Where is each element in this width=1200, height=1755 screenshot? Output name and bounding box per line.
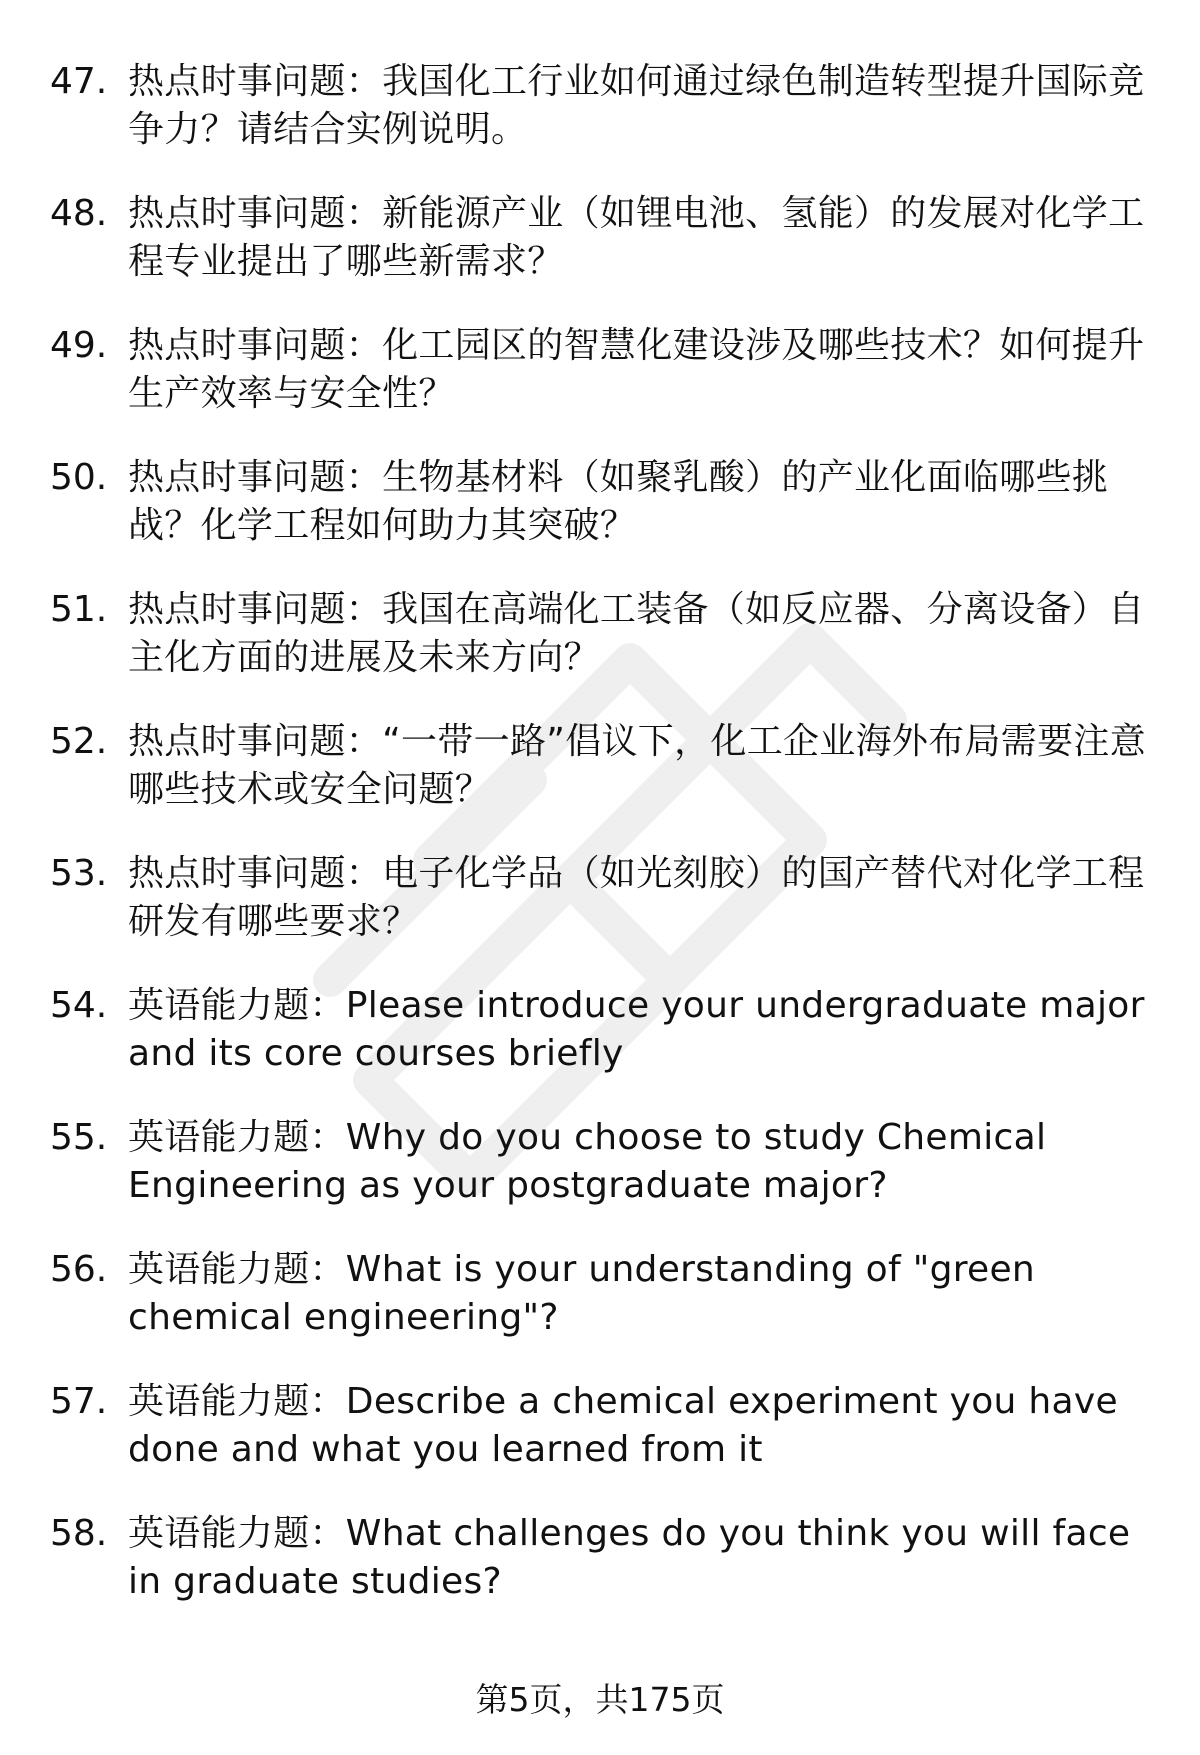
question-text: 热点时事问题：我国在高端化工装备（如反应器、分离设备）自主化方面的进展及未来方向？ — [128, 589, 1145, 678]
question-text: 热点时事问题：电子化学品（如光刻胶）的国产替代对化学工程研发有哪些要求？ — [128, 853, 1145, 942]
question-text: 热点时事问题：“一带一路”倡议下，化工企业海外布局需要注意哪些技术或安全问题？ — [128, 721, 1147, 810]
list-item — [50, 1114, 1160, 1246]
list-item — [50, 1510, 1160, 1642]
list-item — [50, 1246, 1160, 1378]
question-text: 热点时事问题：新能源产业（如锂电池、氢能）的发展对化学工程专业提出了哪些新需求？ — [128, 193, 1145, 282]
list-item — [50, 1378, 1160, 1510]
question-text: 热点时事问题：生物基材料（如聚乳酸）的产业化面临哪些挑战？化学工程如何助力其突破？ — [128, 457, 1109, 546]
question-text: 英语能力题：What challenges do you think you will face in graduate studies? — [128, 1513, 1131, 1602]
question-number: 53. — [50, 853, 108, 894]
question-number: 47. — [50, 61, 108, 102]
list-item — [50, 58, 1160, 190]
question-list — [50, 58, 1160, 1642]
question-number: 54. — [50, 985, 108, 1026]
question-number: 58. — [50, 1513, 108, 1554]
question-text: 英语能力题：Why do you choose to study Chemical Engineering as your postgraduate major? — [128, 1117, 1047, 1206]
question-text: 英语能力题：What is your understanding of "green chemical engineering"? — [128, 1249, 1036, 1338]
question-number: 55. — [50, 1117, 108, 1158]
question-text: 英语能力题：Describe a chemical experiment you have done and what you learned from it — [128, 1381, 1118, 1470]
question-number: 50. — [50, 457, 108, 498]
question-number: 48. — [50, 193, 108, 234]
question-number: 51. — [50, 589, 108, 630]
question-number: 49. — [50, 325, 108, 366]
page-footer: 第5页，共175页 — [475, 1680, 725, 1719]
list-item — [50, 982, 1160, 1114]
question-number: 57. — [50, 1381, 108, 1422]
list-item — [50, 454, 1160, 586]
question-text: 英语能力题：Please introduce your undergraduate major and its core courses briefly — [128, 985, 1145, 1074]
question-number: 52. — [50, 721, 108, 762]
list-item — [50, 322, 1160, 454]
list-item — [50, 718, 1160, 850]
question-number: 56. — [50, 1249, 108, 1290]
question-text: 热点时事问题：化工园区的智慧化建设涉及哪些技术？如何提升生产效率与安全性？ — [128, 325, 1145, 414]
list-item — [50, 586, 1160, 718]
question-text: 热点时事问题：我国化工行业如何通过绿色制造转型提升国际竞争力？请结合实例说明。 — [128, 61, 1145, 150]
list-item — [50, 190, 1160, 322]
list-item — [50, 850, 1160, 982]
